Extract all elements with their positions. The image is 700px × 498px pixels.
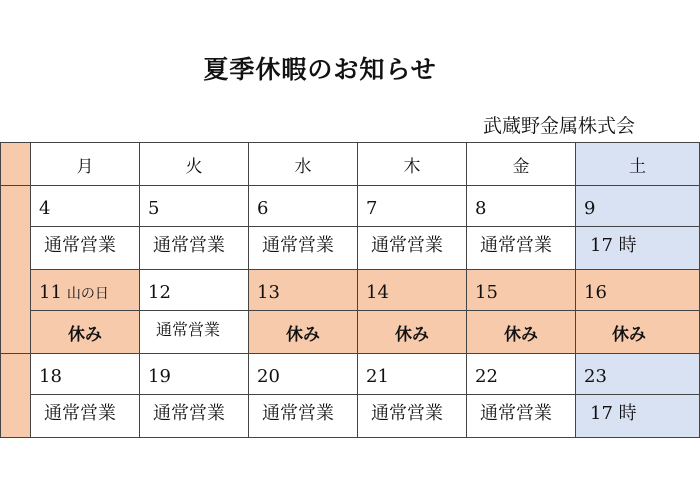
date-number: 8 <box>475 198 487 219</box>
status-cell <box>31 227 140 270</box>
date-number: 23 <box>584 366 607 387</box>
day-cell <box>467 354 576 395</box>
day-cell <box>249 354 358 395</box>
status-text: 通常営業 <box>153 235 225 256</box>
date-number: 7 <box>366 198 378 219</box>
weekday-mon: 月 <box>31 143 140 186</box>
status-cell <box>467 395 576 438</box>
week-3-status-row <box>1 395 700 438</box>
date-number: 5 <box>148 198 160 219</box>
status-text: 通常営業 <box>371 403 443 424</box>
status-text: 通常営業 <box>153 403 225 424</box>
day-cell <box>467 270 576 311</box>
day-cell <box>140 354 249 395</box>
day-cell <box>576 354 700 395</box>
status-cell <box>576 311 700 354</box>
status-cell <box>249 227 358 270</box>
date-number: 16 <box>584 282 607 303</box>
status-cell <box>358 311 467 354</box>
status-cell <box>31 395 140 438</box>
status-cell <box>140 227 249 270</box>
status-text: 休み <box>395 325 429 345</box>
status-text: 休み <box>504 325 538 345</box>
date-number: 13 <box>257 282 280 303</box>
status-text: 通常営業 <box>480 403 552 424</box>
date-number: 4 <box>39 198 51 219</box>
status-cell <box>576 227 700 270</box>
weekday-wed: 水 <box>249 143 358 186</box>
weekday-header-row <box>1 143 700 186</box>
day-cell <box>31 270 140 311</box>
status-text: 17 時 <box>590 403 637 424</box>
status-cell <box>140 311 249 354</box>
status-text: 通常営業 <box>262 403 334 424</box>
day-cell <box>249 270 358 311</box>
holiday-name: 山の日 <box>66 286 109 302</box>
status-text: 通常営業 <box>44 403 116 424</box>
status-cell <box>467 311 576 354</box>
status-cell <box>358 227 467 270</box>
status-text: 通常営業 <box>262 235 334 256</box>
day-cell <box>358 354 467 395</box>
day-cell <box>140 186 249 227</box>
status-cell <box>576 395 700 438</box>
status-cell <box>249 395 358 438</box>
holiday-calendar <box>0 142 700 438</box>
date-number: 9 <box>584 198 596 219</box>
date-number: 20 <box>257 366 280 387</box>
status-text: 休み <box>68 325 102 345</box>
status-cell <box>358 395 467 438</box>
status-cell <box>249 311 358 354</box>
weekday-sat: 土 <box>576 143 700 186</box>
week-label-cell <box>1 354 31 438</box>
company-name: 武蔵野金属株式会 <box>483 115 636 137</box>
date-number: 15 <box>475 282 498 303</box>
week-2-status-row <box>1 311 700 354</box>
day-cell <box>140 270 249 311</box>
day-cell <box>576 186 700 227</box>
day-cell <box>358 186 467 227</box>
status-text: 通常営業 <box>480 235 552 256</box>
status-text: 通常営業 <box>371 235 443 256</box>
date-number: 11 <box>39 282 62 303</box>
day-cell <box>249 186 358 227</box>
weekday-thu: 木 <box>358 143 467 186</box>
weekday-tue: 火 <box>140 143 249 186</box>
date-number: 18 <box>39 366 62 387</box>
week-label-cell <box>1 186 31 354</box>
week-2-date-row <box>1 270 700 311</box>
day-cell <box>358 270 467 311</box>
status-cell <box>31 311 140 354</box>
day-cell <box>467 186 576 227</box>
status-text: 休み <box>612 325 646 345</box>
status-text: 17 時 <box>590 235 637 256</box>
page-title: 夏季休暇のお知らせ <box>203 55 437 84</box>
date-number: 22 <box>475 366 498 387</box>
day-cell <box>31 186 140 227</box>
weekday-fri: 金 <box>467 143 576 186</box>
status-cell <box>467 227 576 270</box>
week-1-date-row <box>1 186 700 227</box>
week-3-date-row <box>1 354 700 395</box>
week-label-cell <box>1 143 31 186</box>
date-number: 14 <box>366 282 389 303</box>
status-text: 通常営業 <box>44 235 116 256</box>
date-number: 21 <box>366 366 389 387</box>
week-1-status-row <box>1 227 700 270</box>
date-number: 19 <box>148 366 171 387</box>
date-number: 12 <box>148 282 171 303</box>
status-text: 通常営業 <box>156 320 221 339</box>
status-text: 休み <box>286 325 320 345</box>
day-cell <box>576 270 700 311</box>
status-cell <box>140 395 249 438</box>
date-number: 6 <box>257 198 269 219</box>
day-cell <box>31 354 140 395</box>
